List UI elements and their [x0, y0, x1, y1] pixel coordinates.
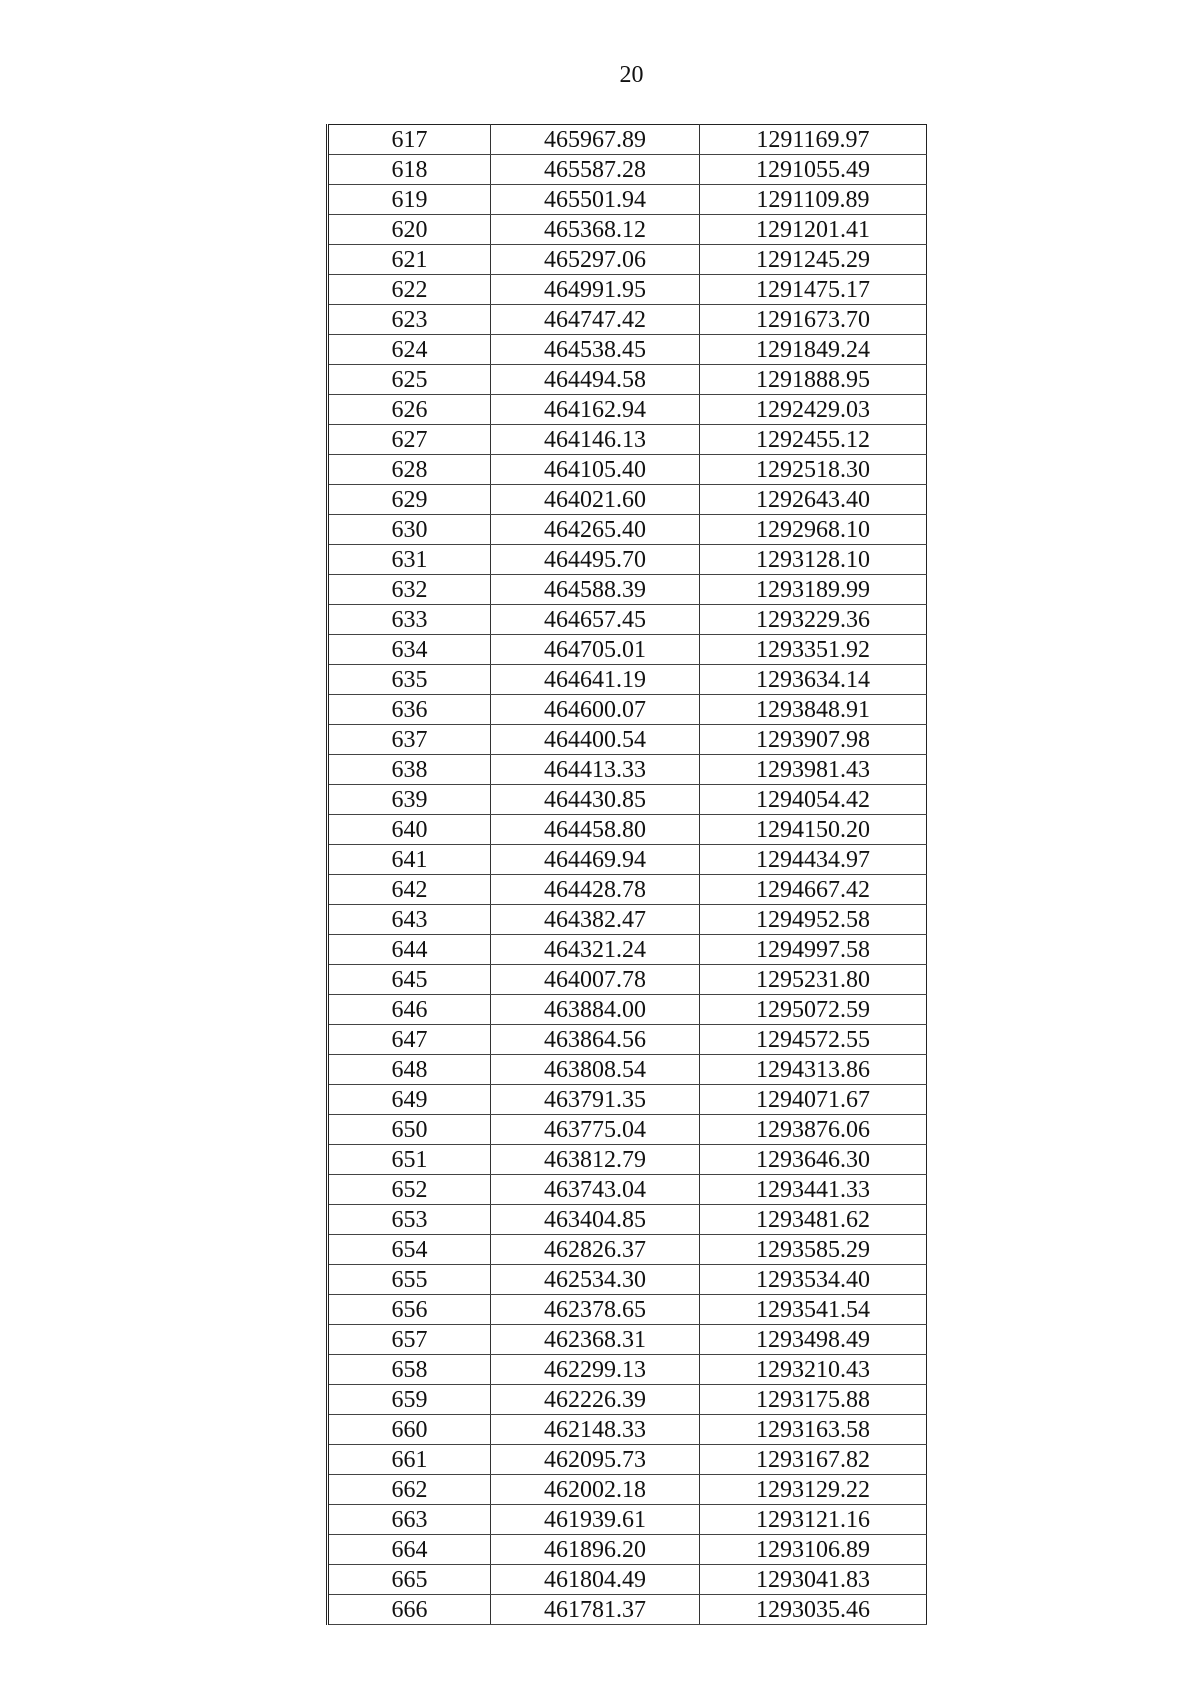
table-row — [328, 1595, 927, 1625]
point-number-cell: 654 — [328, 1235, 491, 1265]
x-coordinate-cell: 464321.24 — [490, 935, 699, 965]
point-number-cell: 647 — [328, 1025, 491, 1055]
y-coordinate-cell: 1293189.99 — [699, 575, 926, 605]
x-coordinate-cell: 461781.37 — [490, 1595, 699, 1625]
x-coordinate-cell: 464382.47 — [490, 905, 699, 935]
table-row — [328, 305, 927, 335]
x-coordinate-cell: 464705.01 — [490, 635, 699, 665]
y-coordinate-cell: 1291055.49 — [699, 155, 926, 185]
table-row — [328, 1385, 927, 1415]
y-coordinate-cell: 1294150.20 — [699, 815, 926, 845]
x-coordinate-cell: 463404.85 — [490, 1205, 699, 1235]
point-number-cell: 656 — [328, 1295, 491, 1325]
table-row — [328, 1025, 927, 1055]
y-coordinate-cell: 1291849.24 — [699, 335, 926, 365]
y-coordinate-cell: 1291201.41 — [699, 215, 926, 245]
point-number-cell: 636 — [328, 695, 491, 725]
coordinates-table-body — [328, 125, 927, 1625]
y-coordinate-cell: 1291888.95 — [699, 365, 926, 395]
point-number-cell: 622 — [328, 275, 491, 305]
x-coordinate-cell: 462378.65 — [490, 1295, 699, 1325]
table-row — [328, 785, 927, 815]
table-row — [328, 1115, 927, 1145]
y-coordinate-cell: 1293441.33 — [699, 1175, 926, 1205]
table-row — [328, 425, 927, 455]
point-number-cell: 649 — [328, 1085, 491, 1115]
y-coordinate-cell: 1293498.49 — [699, 1325, 926, 1355]
table-row — [328, 1325, 927, 1355]
y-coordinate-cell: 1294667.42 — [699, 875, 926, 905]
x-coordinate-cell: 462148.33 — [490, 1415, 699, 1445]
point-number-cell: 632 — [328, 575, 491, 605]
x-coordinate-cell: 464588.39 — [490, 575, 699, 605]
x-coordinate-cell: 464538.45 — [490, 335, 699, 365]
point-number-cell: 637 — [328, 725, 491, 755]
x-coordinate-cell: 464641.19 — [490, 665, 699, 695]
x-coordinate-cell: 465297.06 — [490, 245, 699, 275]
y-coordinate-cell: 1291475.17 — [699, 275, 926, 305]
point-number-cell: 618 — [328, 155, 491, 185]
y-coordinate-cell: 1291245.29 — [699, 245, 926, 275]
y-coordinate-cell: 1294313.86 — [699, 1055, 926, 1085]
table-row — [328, 1265, 927, 1295]
table-row — [328, 575, 927, 605]
point-number-cell: 653 — [328, 1205, 491, 1235]
point-number-cell: 662 — [328, 1475, 491, 1505]
x-coordinate-cell: 464021.60 — [490, 485, 699, 515]
point-number-cell: 666 — [328, 1595, 491, 1625]
table-row — [328, 635, 927, 665]
y-coordinate-cell: 1293876.06 — [699, 1115, 926, 1145]
x-coordinate-cell: 464146.13 — [490, 425, 699, 455]
x-coordinate-cell: 461896.20 — [490, 1535, 699, 1565]
page-number: 20 — [619, 62, 644, 88]
y-coordinate-cell: 1293121.16 — [699, 1505, 926, 1535]
y-coordinate-cell: 1293128.10 — [699, 545, 926, 575]
y-coordinate-cell: 1294952.58 — [699, 905, 926, 935]
table-row — [328, 455, 927, 485]
table-row — [328, 875, 927, 905]
table-row — [328, 935, 927, 965]
y-coordinate-cell: 1293907.98 — [699, 725, 926, 755]
point-number-cell: 629 — [328, 485, 491, 515]
x-coordinate-cell: 463775.04 — [490, 1115, 699, 1145]
x-coordinate-cell: 464105.40 — [490, 455, 699, 485]
x-coordinate-cell: 464494.58 — [490, 365, 699, 395]
point-number-cell: 650 — [328, 1115, 491, 1145]
x-coordinate-cell: 461939.61 — [490, 1505, 699, 1535]
point-number-cell: 630 — [328, 515, 491, 545]
x-coordinate-cell: 464991.95 — [490, 275, 699, 305]
y-coordinate-cell: 1294997.58 — [699, 935, 926, 965]
y-coordinate-cell: 1293585.29 — [699, 1235, 926, 1265]
x-coordinate-cell: 462368.31 — [490, 1325, 699, 1355]
x-coordinate-cell: 465967.89 — [490, 125, 699, 155]
point-number-cell: 635 — [328, 665, 491, 695]
y-coordinate-cell: 1294572.55 — [699, 1025, 926, 1055]
point-number-cell: 645 — [328, 965, 491, 995]
y-coordinate-cell: 1293634.14 — [699, 665, 926, 695]
x-coordinate-cell: 463743.04 — [490, 1175, 699, 1205]
y-coordinate-cell: 1295231.80 — [699, 965, 926, 995]
x-coordinate-cell: 462002.18 — [490, 1475, 699, 1505]
table-row — [328, 1355, 927, 1385]
x-coordinate-cell: 464265.40 — [490, 515, 699, 545]
x-coordinate-cell: 462095.73 — [490, 1445, 699, 1475]
point-number-cell: 652 — [328, 1175, 491, 1205]
point-number-cell: 665 — [328, 1565, 491, 1595]
x-coordinate-cell: 464469.94 — [490, 845, 699, 875]
y-coordinate-cell: 1292518.30 — [699, 455, 926, 485]
table-row — [328, 275, 927, 305]
table-row — [328, 1445, 927, 1475]
table-row — [328, 1205, 927, 1235]
y-coordinate-cell: 1293106.89 — [699, 1535, 926, 1565]
table-row — [328, 995, 927, 1025]
y-coordinate-cell: 1293848.91 — [699, 695, 926, 725]
table-row — [328, 1235, 927, 1265]
x-coordinate-cell: 461804.49 — [490, 1565, 699, 1595]
point-number-cell: 619 — [328, 185, 491, 215]
y-coordinate-cell: 1292643.40 — [699, 485, 926, 515]
point-number-cell: 661 — [328, 1445, 491, 1475]
y-coordinate-cell: 1293981.43 — [699, 755, 926, 785]
y-coordinate-cell: 1293646.30 — [699, 1145, 926, 1175]
point-number-cell: 657 — [328, 1325, 491, 1355]
y-coordinate-cell: 1293163.58 — [699, 1415, 926, 1445]
point-number-cell: 624 — [328, 335, 491, 365]
table-row — [328, 905, 927, 935]
point-number-cell: 617 — [328, 125, 491, 155]
table-row — [328, 755, 927, 785]
x-coordinate-cell: 464400.54 — [490, 725, 699, 755]
point-number-cell: 631 — [328, 545, 491, 575]
point-number-cell: 643 — [328, 905, 491, 935]
y-coordinate-cell: 1293210.43 — [699, 1355, 926, 1385]
table-row — [328, 695, 927, 725]
y-coordinate-cell: 1293229.36 — [699, 605, 926, 635]
coordinates-table — [326, 124, 927, 1625]
x-coordinate-cell: 464428.78 — [490, 875, 699, 905]
point-number-cell: 633 — [328, 605, 491, 635]
y-coordinate-cell: 1293129.22 — [699, 1475, 926, 1505]
y-coordinate-cell: 1293035.46 — [699, 1595, 926, 1625]
x-coordinate-cell: 464657.45 — [490, 605, 699, 635]
y-coordinate-cell: 1291109.89 — [699, 185, 926, 215]
y-coordinate-cell: 1294054.42 — [699, 785, 926, 815]
table-row — [328, 1565, 927, 1595]
x-coordinate-cell: 464162.94 — [490, 395, 699, 425]
y-coordinate-cell: 1293167.82 — [699, 1445, 926, 1475]
point-number-cell: 660 — [328, 1415, 491, 1445]
table-row — [328, 965, 927, 995]
point-number-cell: 659 — [328, 1385, 491, 1415]
table-row — [328, 365, 927, 395]
x-coordinate-cell: 464430.85 — [490, 785, 699, 815]
x-coordinate-cell: 462826.37 — [490, 1235, 699, 1265]
table-row — [328, 815, 927, 845]
point-number-cell: 664 — [328, 1535, 491, 1565]
point-number-cell: 642 — [328, 875, 491, 905]
point-number-cell: 651 — [328, 1145, 491, 1175]
table-row — [328, 1505, 927, 1535]
table-row — [328, 125, 927, 155]
table-row — [328, 665, 927, 695]
x-coordinate-cell: 464458.80 — [490, 815, 699, 845]
table-row — [328, 485, 927, 515]
y-coordinate-cell: 1291673.70 — [699, 305, 926, 335]
x-coordinate-cell: 463864.56 — [490, 1025, 699, 1055]
y-coordinate-cell: 1293041.83 — [699, 1565, 926, 1595]
x-coordinate-cell: 462534.30 — [490, 1265, 699, 1295]
y-coordinate-cell: 1292455.12 — [699, 425, 926, 455]
x-coordinate-cell: 465587.28 — [490, 155, 699, 185]
table-row — [328, 845, 927, 875]
y-coordinate-cell: 1295072.59 — [699, 995, 926, 1025]
table-row — [328, 395, 927, 425]
x-coordinate-cell: 464495.70 — [490, 545, 699, 575]
x-coordinate-cell: 465368.12 — [490, 215, 699, 245]
point-number-cell: 620 — [328, 215, 491, 245]
table-row — [328, 725, 927, 755]
point-number-cell: 634 — [328, 635, 491, 665]
x-coordinate-cell: 463791.35 — [490, 1085, 699, 1115]
point-number-cell: 626 — [328, 395, 491, 425]
y-coordinate-cell: 1292429.03 — [699, 395, 926, 425]
x-coordinate-cell: 463812.79 — [490, 1145, 699, 1175]
x-coordinate-cell: 463884.00 — [490, 995, 699, 1025]
table-row — [328, 335, 927, 365]
x-coordinate-cell: 464413.33 — [490, 755, 699, 785]
table-row — [328, 1475, 927, 1505]
y-coordinate-cell: 1293175.88 — [699, 1385, 926, 1415]
point-number-cell: 627 — [328, 425, 491, 455]
point-number-cell: 648 — [328, 1055, 491, 1085]
x-coordinate-cell: 464600.07 — [490, 695, 699, 725]
table-row — [328, 185, 927, 215]
point-number-cell: 625 — [328, 365, 491, 395]
y-coordinate-cell: 1293534.40 — [699, 1265, 926, 1295]
table-row — [328, 545, 927, 575]
table-row — [328, 1055, 927, 1085]
x-coordinate-cell: 462299.13 — [490, 1355, 699, 1385]
point-number-cell: 663 — [328, 1505, 491, 1535]
y-coordinate-cell: 1293481.62 — [699, 1205, 926, 1235]
point-number-cell: 644 — [328, 935, 491, 965]
y-coordinate-cell: 1294071.67 — [699, 1085, 926, 1115]
table-row — [328, 1175, 927, 1205]
point-number-cell: 623 — [328, 305, 491, 335]
point-number-cell: 658 — [328, 1355, 491, 1385]
y-coordinate-cell: 1293541.54 — [699, 1295, 926, 1325]
y-coordinate-cell: 1292968.10 — [699, 515, 926, 545]
x-coordinate-cell: 463808.54 — [490, 1055, 699, 1085]
point-number-cell: 641 — [328, 845, 491, 875]
x-coordinate-cell: 464747.42 — [490, 305, 699, 335]
table-row — [328, 155, 927, 185]
y-coordinate-cell: 1293351.92 — [699, 635, 926, 665]
x-coordinate-cell: 462226.39 — [490, 1385, 699, 1415]
point-number-cell: 628 — [328, 455, 491, 485]
table-row — [328, 605, 927, 635]
point-number-cell: 621 — [328, 245, 491, 275]
point-number-cell: 638 — [328, 755, 491, 785]
table-row — [328, 1145, 927, 1175]
table-row — [328, 1535, 927, 1565]
x-coordinate-cell: 464007.78 — [490, 965, 699, 995]
point-number-cell: 655 — [328, 1265, 491, 1295]
table-row — [328, 1415, 927, 1445]
table-row — [328, 515, 927, 545]
y-coordinate-cell: 1294434.97 — [699, 845, 926, 875]
table-row — [328, 245, 927, 275]
point-number-cell: 639 — [328, 785, 491, 815]
table-row — [328, 215, 927, 245]
point-number-cell: 646 — [328, 995, 491, 1025]
table-row — [328, 1295, 927, 1325]
x-coordinate-cell: 465501.94 — [490, 185, 699, 215]
table-row — [328, 1085, 927, 1115]
y-coordinate-cell: 1291169.97 — [699, 125, 926, 155]
point-number-cell: 640 — [328, 815, 491, 845]
